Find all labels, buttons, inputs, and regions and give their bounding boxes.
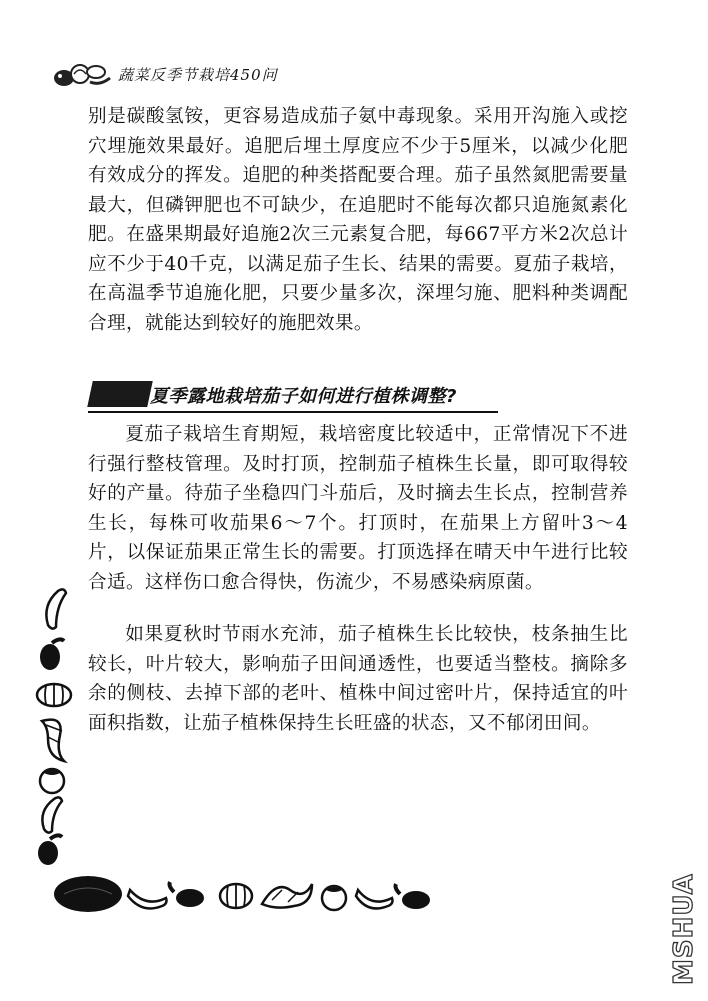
question-title: 夏季露地栽培茄子如何进行植株调整? [150, 386, 457, 407]
watermark-text: MSHUA [669, 873, 699, 985]
eggplant-icon [38, 835, 62, 865]
question-heading [88, 379, 498, 413]
pumpkin-icon [37, 684, 71, 706]
watermark [668, 873, 699, 988]
cucumber-icon [356, 890, 393, 908]
body-paragraph: 如果夏秋时节雨水充沛，茄子植株生长比较快，枝条抽生比较长，叶片较大，影响茄子田间通透性，也要适当整枝。摘除多余的侧枝、去掉下部的老叶、植株中间过密叶片，保持适宜的叶面积指数，让茄子植株保持生长旺盛的状态，又不郁闭田间。 [88, 624, 628, 734]
tomato-icon [322, 886, 346, 910]
header-title: 蔬菜反季节栽培450问 [118, 66, 278, 84]
cucumber-icon [42, 797, 62, 832]
eggplant-icon [396, 884, 431, 909]
running-header [50, 60, 350, 90]
eggplant-icon [40, 639, 64, 670]
pepper-icon [262, 884, 312, 908]
cucumber-icon [46, 589, 66, 628]
vegetable-cluster-icon [50, 60, 114, 90]
pepper-icon [42, 720, 64, 761]
decorative-vegetable-column [34, 585, 78, 870]
pumpkin-icon [220, 884, 252, 908]
black-blob-icon [54, 876, 122, 912]
cucumber-icon [128, 890, 167, 908]
decorative-vegetable-row [50, 870, 450, 918]
body-paragraph: 夏茄子栽培生育期短，栽培密度比较适中，正常情况下不进行强行整枝管理。及时打顶，控制茄子植株生长量，即可取得较好的产量。待茄子坐稳四门斗茄后，及时摘去生长点，控制营养生长，每株可收茄果6～7个。打顶时，在茄果上方留叶3～4片，以保证茄果正常生长的需要。打顶选择在晴天中午进行比较合适。这样伤口愈合得快，伤流少，不易感染病原菌。 [88, 424, 628, 593]
body-paragraph: 别是碳酸氢铵，更容易造成茄子氨中毒现象。采用开沟施入或挖穴埋施效果最好。追肥后埋土厚度应不少于5厘米，以减少化肥有效成分的挥发。追肥的种类搭配要合理。茄子虽然氮肥需要量最大，但磷钾肥也不可缺少，在追肥时不能每次都只追施氮素化肥。在盛果期最好追施2次三元素复合肥，每667平方米2次总计应不少于40千克，以满足茄子生长、结果的需要。夏茄子栽培，在高温季节追施化肥，只要少量多次，深埋匀施、肥料种类调配合理，就能达到较好的施肥效果。 [88, 106, 628, 334]
question-number-badge [87, 381, 153, 407]
eggplant-icon [170, 882, 205, 907]
tomato-icon [40, 769, 64, 793]
